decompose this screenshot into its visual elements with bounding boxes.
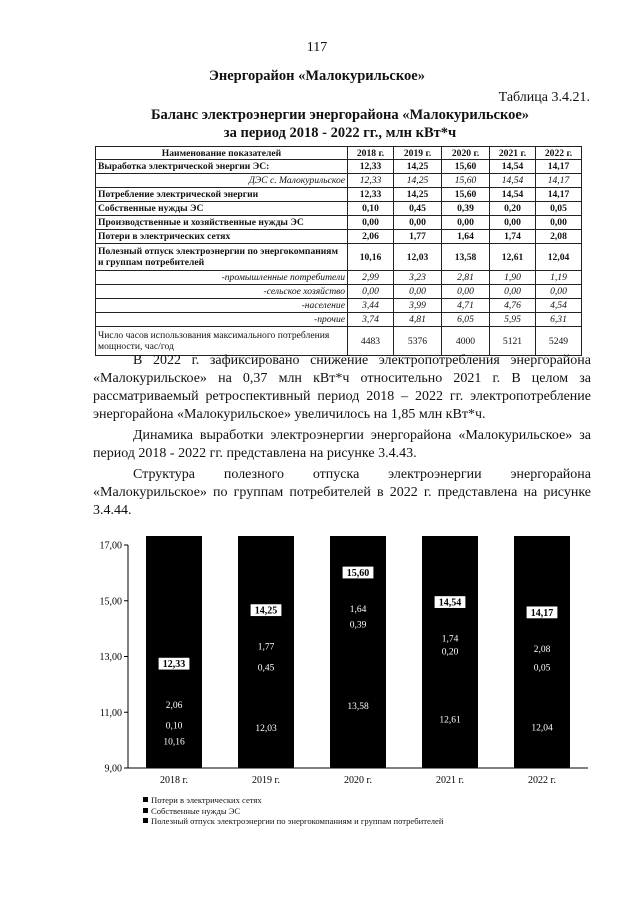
table-row (96, 174, 582, 188)
data-label-own-needs: 0,10 (165, 721, 183, 732)
total-label: 14,17 (530, 607, 554, 619)
table-cell: 15,60 (442, 174, 490, 188)
table-cell: 0,00 (394, 285, 442, 299)
table-cell: 14,17 (536, 188, 582, 202)
row-label: ДЭС с. Малокурильское (96, 174, 348, 188)
total-label: 14,25 (254, 605, 278, 617)
table-cell: 1,74 (490, 230, 536, 244)
table-cell: 0,00 (536, 285, 582, 299)
table-cell: 3,74 (348, 313, 394, 327)
table-cell: 0,00 (490, 216, 536, 230)
table-row (96, 230, 582, 244)
table-cell: 0,39 (442, 202, 490, 216)
data-label-losses: 1,77 (257, 642, 275, 653)
balance-table (95, 146, 582, 356)
table-cell: 14,17 (536, 160, 582, 174)
table-row (96, 188, 582, 202)
legend-item-useful-supply (143, 816, 443, 827)
table-cell: 0,45 (394, 202, 442, 216)
total-label: 12,33 (162, 659, 186, 671)
row-label: Выработка электрической энергии ЭС: (96, 160, 348, 174)
y-tick-label: 9,00 (104, 763, 122, 775)
legend-swatch (143, 808, 148, 813)
table-cell: 0,00 (348, 216, 394, 230)
table-cell: 0,05 (536, 202, 582, 216)
table-cell: 2,81 (442, 271, 490, 285)
table-cell: 0,00 (394, 216, 442, 230)
table-cell: 14,25 (394, 188, 442, 202)
page-number: 117 (306, 40, 328, 55)
table-cell: 0,20 (490, 202, 536, 216)
table-row (96, 244, 582, 271)
table-row (96, 313, 582, 327)
legend-swatch (143, 797, 148, 802)
table-cell: 0,10 (348, 202, 394, 216)
table-cell: 6,05 (442, 313, 490, 327)
section-heading: Энергорайон «Малокурильское» (209, 68, 425, 84)
table-cell: 14,25 (394, 160, 442, 174)
data-label-own-needs: 0,39 (349, 620, 367, 631)
data-label-useful-supply: 13,58 (347, 702, 369, 713)
table-cell: 0,00 (348, 285, 394, 299)
row-label: -промышленные потребители (96, 271, 348, 285)
table-cell: 12,33 (348, 174, 394, 188)
table-cell: 4,54 (536, 299, 582, 313)
data-label-losses: 2,06 (165, 701, 183, 712)
table-cell: 4,81 (394, 313, 442, 327)
y-tick-label: 17,00 (99, 540, 122, 552)
row-label: Полезный отпуск электроэнергии по энергокомпаниям и группам потребителей (96, 244, 348, 271)
table-cell: 1,64 (442, 230, 490, 244)
table-cell: 4,76 (490, 299, 536, 313)
data-label-own-needs: 0,05 (533, 663, 551, 674)
y-tick-label: 15,00 (99, 596, 122, 608)
table-cell: 6,31 (536, 313, 582, 327)
table-cell: 2,06 (348, 230, 394, 244)
data-label-useful-supply: 10,16 (163, 737, 185, 748)
table-cell: 14,17 (536, 174, 582, 188)
data-label-useful-supply: 12,61 (439, 715, 461, 726)
table-cell: 5376 (394, 327, 442, 356)
data-label-useful-supply: 12,03 (255, 723, 277, 734)
data-label-losses: 1,74 (441, 634, 459, 645)
table-cell: 4000 (442, 327, 490, 356)
table-cell: 5,95 (490, 313, 536, 327)
row-label: Потери в электрических сетях (96, 230, 348, 244)
y-tick-label: 11,00 (99, 707, 122, 719)
row-label: Число часов использования максимального потребления мощности, час/год (96, 327, 348, 356)
row-label: -прочие (96, 313, 348, 327)
chart-legend (143, 795, 443, 827)
table-cell: 12,61 (490, 244, 536, 271)
x-tick-label: 2019 г. (252, 775, 280, 786)
table-cell: 1,90 (490, 271, 536, 285)
legend-swatch (143, 818, 148, 823)
table-cell: 1,19 (536, 271, 582, 285)
header-cell: Наименование показателей (96, 147, 348, 160)
x-tick-label: 2022 г. (528, 775, 556, 786)
table-cell: 10,16 (348, 244, 394, 271)
table-cell: 5249 (536, 327, 582, 356)
table-cell: 14,25 (394, 174, 442, 188)
table-row (96, 285, 582, 299)
table-row (96, 299, 582, 313)
table-title (90, 106, 590, 142)
data-label-losses: 1,64 (349, 605, 367, 616)
legend-label: Полезный отпуск электроэнергии по энергокомпаниям и группам потребителей (151, 816, 444, 826)
table-row (96, 160, 582, 174)
table-cell: 5121 (490, 327, 536, 356)
x-tick-label: 2021 г. (436, 775, 464, 786)
table-cell: 3,23 (394, 271, 442, 285)
table-cell: 12,33 (348, 188, 394, 202)
table-row (96, 216, 582, 230)
table-title-line-1: Баланс электроэнергии энергорайона «Малокурильское» (150, 107, 530, 123)
table-cell: 0,00 (490, 285, 536, 299)
header-cell: 2018 г. (348, 147, 394, 160)
x-tick-label: 2020 г. (344, 775, 372, 786)
table-body (96, 160, 582, 356)
table-cell: 4,71 (442, 299, 490, 313)
paragraph-3: Структура полезного отпуска электроэнергии энергорайона «Малокурильское» по группам потребителей в 2022 г. представлена на рисунке 3.4.44. (93, 467, 591, 518)
data-label-losses: 2,08 (533, 644, 551, 655)
table-cell: 2,99 (348, 271, 394, 285)
row-label: -население (96, 299, 348, 313)
data-label-own-needs: 0,45 (257, 663, 275, 674)
row-label: Производственные и хозяйственные нужды ЭС (96, 216, 348, 230)
total-label: 14,54 (438, 597, 462, 609)
paragraph-1: В 2022 г. зафиксировано снижение электропотребления энергорайона «Малокурильское» на 0,37 млн кВт*ч относительно 2021 г. В целом за рассматриваемый ретроспективный период 2018 – 2022 гг. электропотребление энергорайона «Малокурильское» увеличилось на 1,85 млн кВт*ч. (93, 353, 591, 422)
stacked-bar-chart (90, 536, 600, 791)
paragraph-2: Динамика выработки электроэнергии энергорайона «Малокурильское» за период 2018 - 2022 гг. представлена на рисунке 3.4.43. (93, 428, 591, 461)
table-cell: 14,54 (490, 188, 536, 202)
header-cell: 2021 г. (490, 147, 536, 160)
bar-segment-useful-supply (146, 536, 202, 768)
table-cell: 0,00 (442, 285, 490, 299)
table-cell: 0,00 (536, 216, 582, 230)
table-cell: 15,60 (442, 188, 490, 202)
legend-item-own-needs (143, 806, 443, 817)
table-cell: 12,33 (348, 160, 394, 174)
header-cell: 2020 г. (442, 147, 490, 160)
table-row (96, 271, 582, 285)
row-label: Потребление электрической энергии (96, 188, 348, 202)
table-title-line-2: за период 2018 - 2022 гг., млн кВт*ч (223, 125, 457, 141)
table-cell: 15,60 (442, 160, 490, 174)
legend-label: Потери в электрических сетях (151, 795, 262, 805)
legend-label: Собственные нужды ЭС (151, 805, 241, 816)
table-cell: 4483 (348, 327, 394, 356)
table-cell: 13,58 (442, 244, 490, 271)
table-cell: 14,54 (490, 174, 536, 188)
table-cell: 0,00 (442, 216, 490, 230)
header-cell: 2022 г. (536, 147, 582, 160)
legend-item-losses (143, 795, 443, 806)
row-label: Собственные нужды ЭС (96, 202, 348, 216)
table-cell: 14,54 (490, 160, 536, 174)
table-cell: 12,03 (394, 244, 442, 271)
table-cell: 12,04 (536, 244, 582, 271)
x-tick-label: 2018 г. (160, 775, 188, 786)
y-tick-label: 13,00 (99, 652, 122, 663)
row-label: -сельское хозяйство (96, 285, 348, 299)
body-text (93, 352, 591, 520)
table-row (96, 202, 582, 216)
table-number: Таблица 3.4.21. (498, 90, 590, 105)
header-cell: 2019 г. (394, 147, 442, 160)
table-cell: 3,99 (394, 299, 442, 313)
table-cell: 1,77 (394, 230, 442, 244)
table-header-row (96, 147, 582, 160)
data-label-own-needs: 0,20 (441, 647, 459, 658)
data-label-useful-supply: 12,04 (531, 723, 553, 734)
total-label: 15,60 (346, 568, 370, 580)
table-cell: 2,08 (536, 230, 582, 244)
table-cell: 3,44 (348, 299, 394, 313)
